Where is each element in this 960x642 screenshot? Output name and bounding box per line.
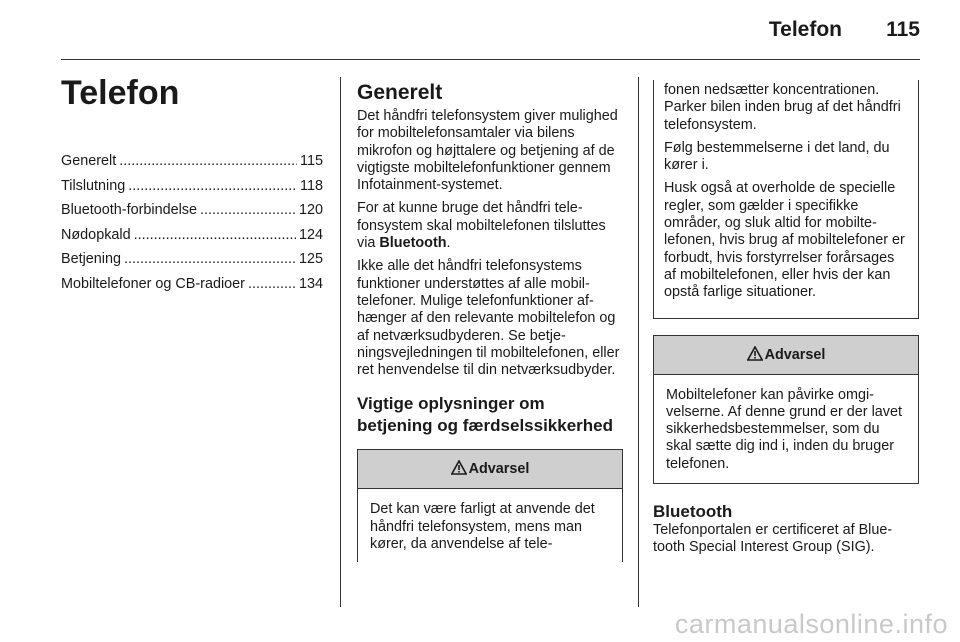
section-heading-generelt: Generelt: [357, 81, 443, 104]
warning-title: Advarsel: [468, 461, 530, 478]
watermark: carmanualsonline.info: [674, 609, 948, 639]
warning-text: Følg bestemmelserne i det land, du kører i.: [664, 139, 890, 174]
paragraph: Det håndfri telefonsystem giver mulighed for mobiltelefonsamtaler via bilens mikrofon og højttalere og betjening af de vigtigste mobiltelefonfunktioner gennem Infotainment-systemet.: [357, 108, 618, 194]
toc-item-mobiltelefoner-cb-radioer[interactable]: [61, 272, 323, 297]
warning-header: [358, 450, 622, 489]
warning-title: Advarsel: [764, 346, 826, 363]
warning-text: Mobiltelefoner kan påvirke omgivelserne. Af denne grund er der lavet sikkerhedsbestemmelser, som du skal sætte dig ind i, inden du bruger telefonen.: [666, 386, 902, 472]
warning-body: [654, 375, 918, 483]
paragraph: Telefonportalen er certificeret af Bluetooth Special Interest Group (SIG).: [653, 522, 893, 556]
warning-box: [357, 449, 623, 562]
page-number: 115: [886, 18, 920, 41]
bluetooth-keyword: Bluetooth: [379, 235, 447, 252]
warning-body: [358, 489, 622, 562]
section-heading-bluetooth: Bluetooth: [653, 502, 733, 522]
chapter-toc-column: [61, 75, 323, 296]
toc-label: Generelt: [61, 153, 117, 169]
warning-box: [653, 335, 919, 484]
toc-page: 118: [300, 177, 323, 194]
toc-page: 134: [298, 275, 323, 292]
toc-label: Nødopkald: [61, 226, 131, 243]
header-rule: [61, 59, 920, 60]
page-header: [0, 0, 960, 60]
toc-item-generelt[interactable]: [61, 149, 323, 174]
toc-list: [61, 149, 323, 296]
toc-label: Bluetooth-forbindelse: [61, 202, 198, 218]
toc-page: 120: [298, 202, 323, 218]
column-divider-1: [340, 77, 341, 607]
warning-text: Det kan være farligt at anvende det håndfri telefonsystem, mens man kører, da anvendelse af tele-: [370, 501, 595, 553]
toc-item-bluetooth-forbindelse[interactable]: [61, 198, 323, 223]
toc-page: 124: [298, 226, 323, 243]
content-column-2: [357, 80, 623, 562]
toc-label: Betjening: [61, 251, 122, 267]
warning-text: fonen nedsætter koncentrationen. Parker bilen inden brug af det håndfri telefonsystem.: [664, 82, 901, 133]
toc-item-betjening[interactable]: [61, 247, 323, 272]
column-divider-2: [638, 77, 639, 607]
toc-item-nodopkald[interactable]: [61, 223, 323, 248]
chapter-title: Telefon: [61, 74, 180, 112]
warning-text: Husk også at overholde de specielle regler, som gælder i specifikke områder, og sluk altid for mobiltelefonen, hvis brug af mobiltelefoner er forbudt, hvis forstyrrelser forårsages af mobiltelefonen, eller hvis der kan opstå farlige situationer.: [664, 180, 905, 301]
warning-header: [654, 336, 918, 375]
toc-page: 115: [300, 153, 323, 169]
toc-label: Mobiltelefoner og CB-radioer: [61, 275, 245, 292]
warning-triangle-icon: [747, 346, 763, 361]
running-title: Telefon: [768, 18, 842, 41]
toc-page: 125: [298, 251, 323, 267]
warning-triangle-icon: [451, 460, 467, 475]
warning-box-continued: [653, 80, 919, 319]
toc-item-tilslutning[interactable]: [61, 174, 323, 199]
paragraph: For at kunne bruge det håndfri telefonsystem skal mobiltelefonen tilsluttes via Bluetooth.: [357, 200, 606, 252]
toc-label: Tilslutning: [61, 177, 126, 194]
paragraph: Ikke alle det håndfri telefonsystems funktioner understøttes af alle mobiltelefoner. Mulige telefonfunktioner afhænger af den relevante mobiltelefon og af netværksudbyderen. Se betjeningsvejledningen til mobiltelefonen, eller ret henvendelse til din netværksudbyder.: [357, 258, 620, 379]
subsection-heading: Vigtige oplysninger om betjening og færdselssikkerhed: [357, 394, 614, 436]
content-column-3: [653, 80, 919, 563]
